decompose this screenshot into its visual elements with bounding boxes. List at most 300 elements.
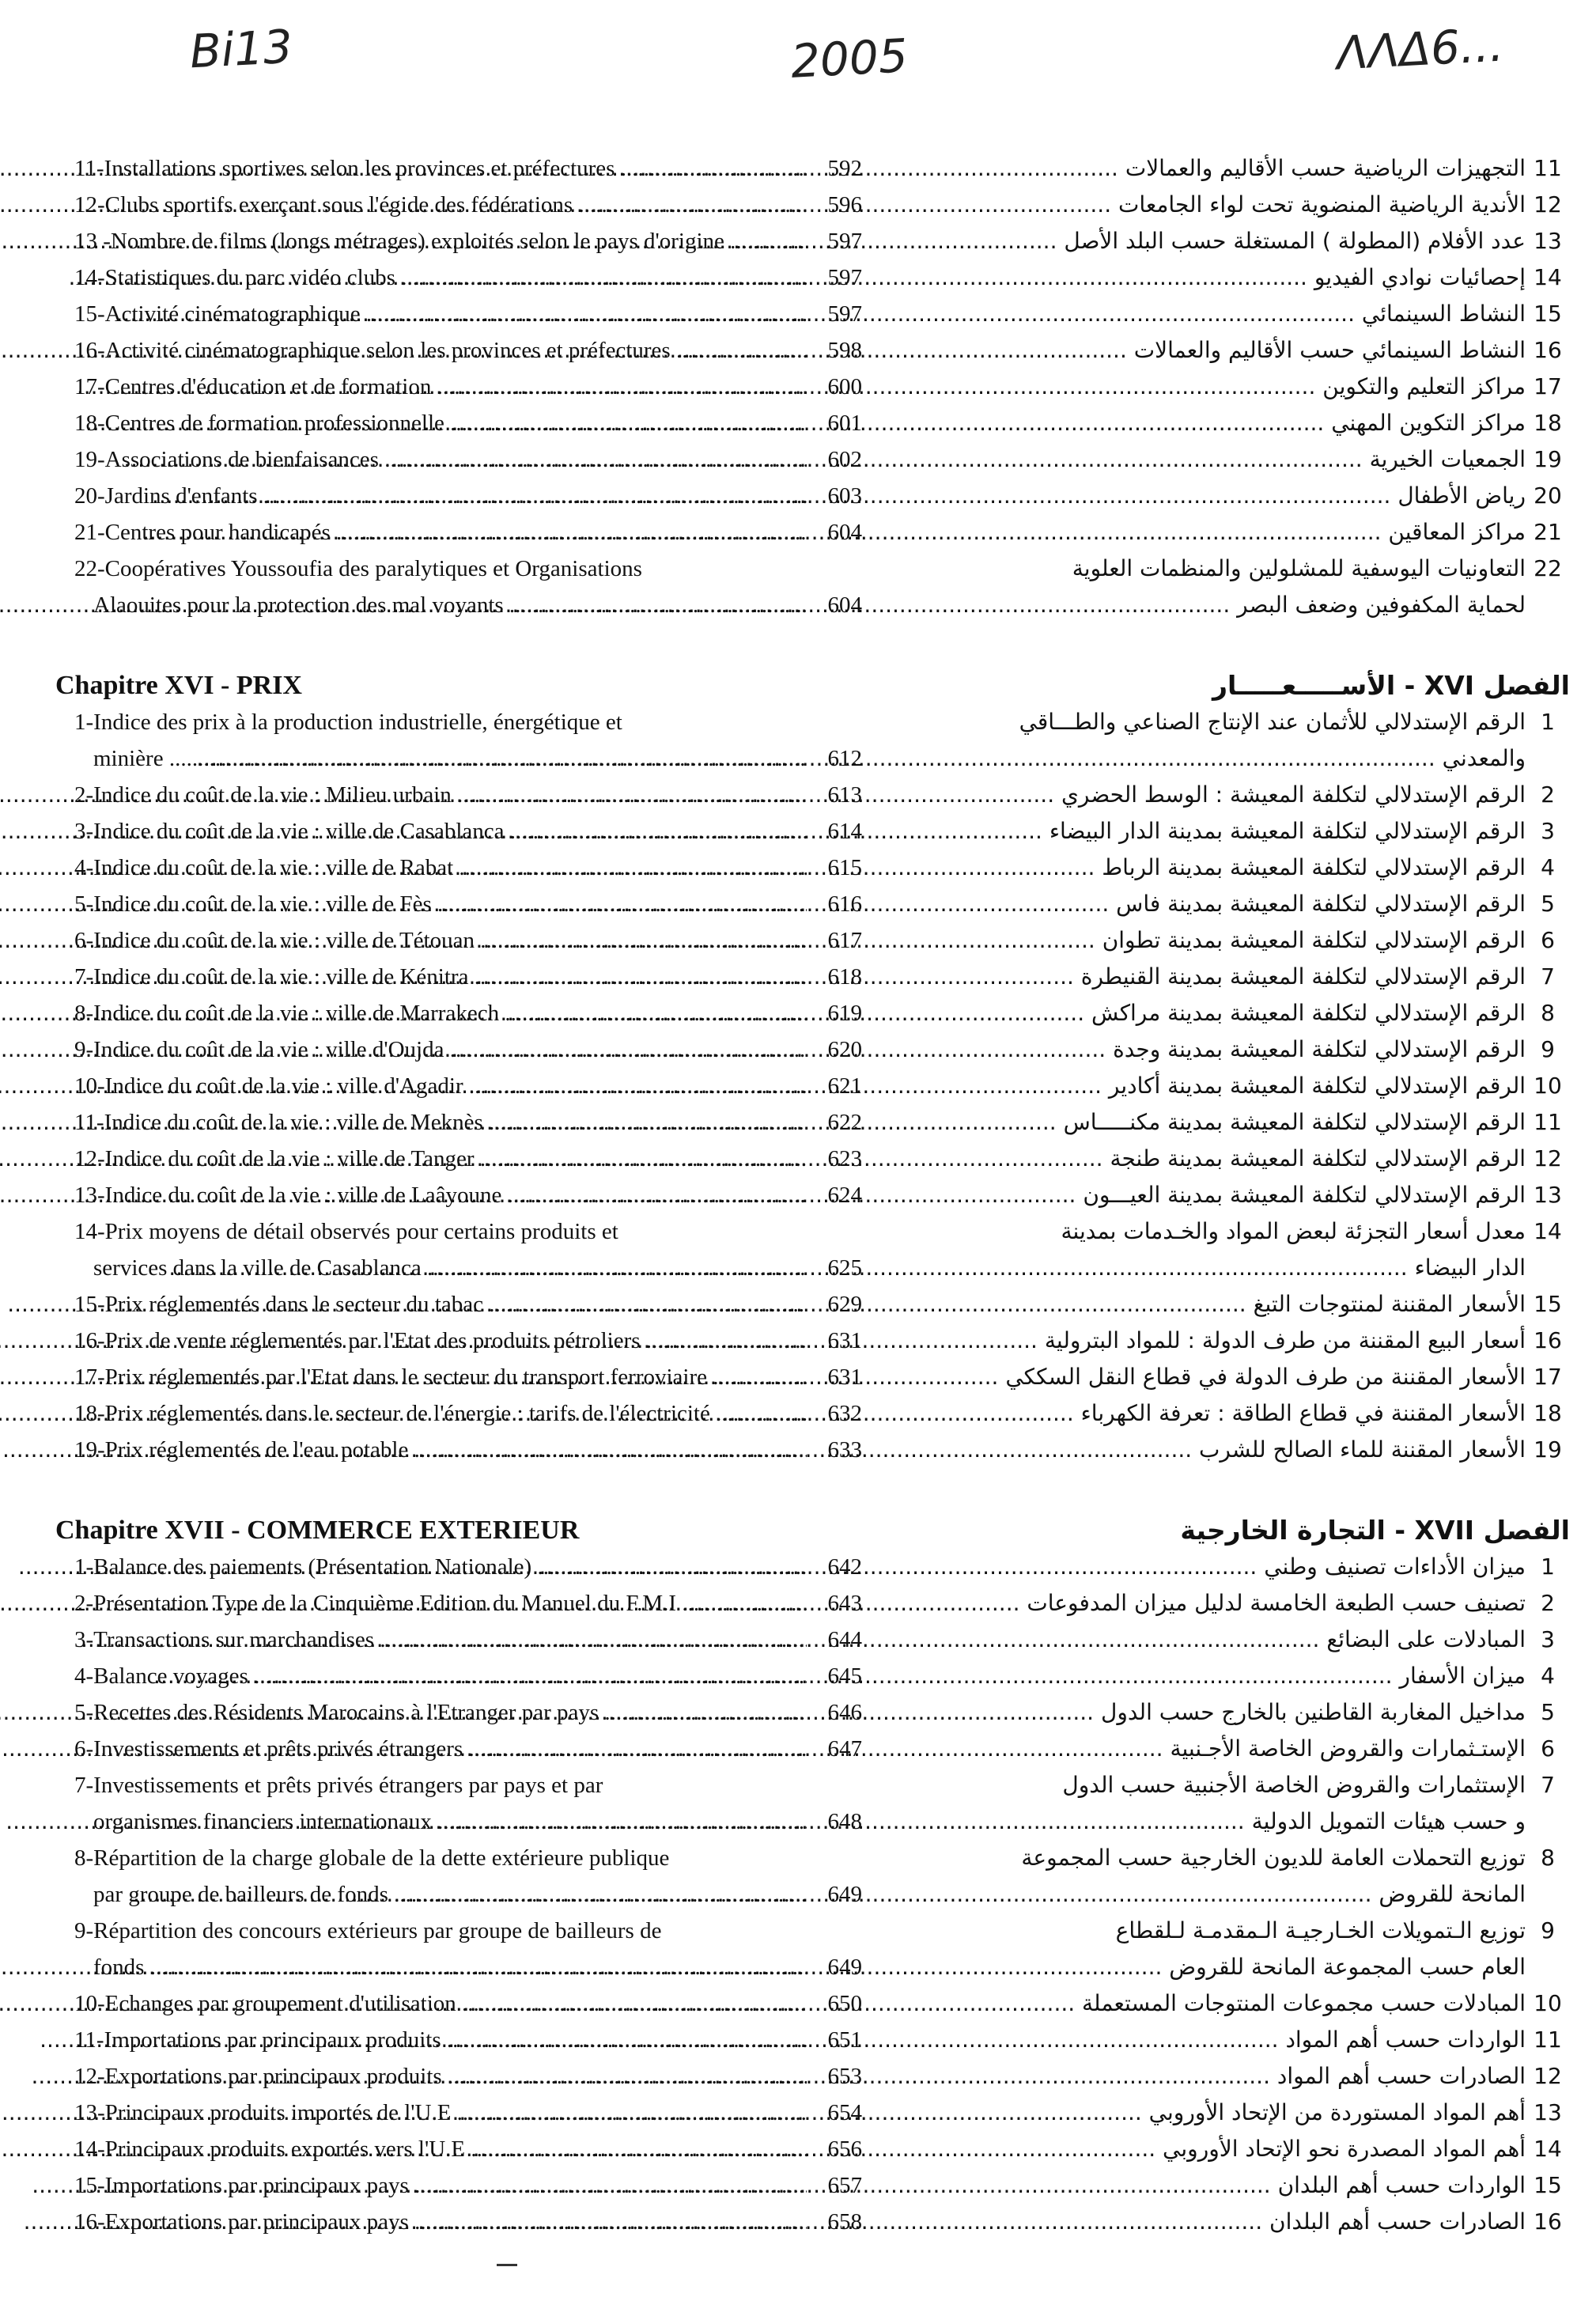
toc-entry-ar: [890, 1658, 1570, 1694]
toc-entry-number-ar: 2: [1541, 1590, 1555, 1616]
toc-entry-title: 2-Indice du coût de la vie : Milieu urbain .....: [74, 777, 807, 813]
toc-entry-number-ar: 4: [1541, 1663, 1555, 1689]
toc-entry-body-ar: [0, 1323, 1526, 1359]
toc-entry-title: 8-Répartition de la charge globale de la dette extérieure publique: [74, 1845, 670, 1871]
toc-entry-body-ar: [0, 332, 1526, 369]
toc-entry-page: 656: [827, 2136, 862, 2162]
toc-entry-number-ar: 19: [1534, 446, 1562, 472]
toc-entry-number-ar: 6: [1541, 1735, 1555, 1762]
toc-entry-title-ar: الرقم الإستدلالي لتكلفة المعيشة بمدينة الرباط .....: [0, 850, 1526, 886]
toc-entry-title-ar: إحصائيات نوادي الفيديو .....: [68, 259, 1526, 296]
toc-entry-ar: [890, 922, 1570, 959]
toc-entry-ar: [890, 2095, 1570, 2131]
toc-entry-page: 643: [827, 1591, 862, 1616]
toc-entry-number-ar: 10: [1534, 1073, 1562, 1099]
toc-entry-ar: [890, 2058, 1570, 2095]
toc-entry-ar: [890, 1585, 1570, 1622]
toc-entry-title: 4-Balance voyages .....: [74, 1658, 807, 1694]
toc-entry-title-ar: الواردات حسب أهم المواد .....: [40, 2022, 1526, 2058]
toc-entry-body-ar: [0, 150, 1526, 187]
toc-entry-number-ar: 15: [1534, 2172, 1562, 2198]
toc-entry-number-ar: 11: [1534, 2027, 1562, 2053]
chapter-section-ar: [890, 150, 1570, 623]
toc-entry-page: 598: [827, 338, 862, 363]
toc-entry-body-ar: [68, 259, 1526, 296]
toc-entry-ar: [890, 2022, 1570, 2058]
toc-entry-number-ar: 12: [1534, 2063, 1562, 2089]
toc-entry-title: 12-Exportations par principaux produits .....: [74, 2058, 807, 2095]
chapter-title-fr: Chapitre XVI - PRIX: [55, 671, 302, 700]
toc-entry-title-ar: مراكز التعليم والتكوين .....: [77, 369, 1526, 405]
toc-entry-page: 600: [827, 374, 862, 399]
toc-entry-body-ar: [6, 1767, 1526, 1840]
toc-entry-ar: [890, 886, 1570, 922]
toc-entry-body-ar: [18, 1549, 1526, 1585]
toc-entry-body-ar: [196, 704, 1526, 777]
toc-entry-number-ar: 7: [1541, 963, 1555, 990]
toc-entry-number-ar: 17: [1534, 1364, 1562, 1390]
toc-entry-number-ar: 13: [1534, 228, 1562, 254]
toc-entry-title: 10-Indice du coût de la vie : ville d'Agadir .....: [74, 1068, 807, 1104]
toc-entry-title: 12-Indice du coût de la vie : ville de Tanger .....: [74, 1141, 807, 1177]
toc-entry-number-ar: 18: [1534, 1400, 1562, 1426]
toc-entry-title-ar: مداخيل المغاربة القاطنين بالخارج حسب الدول .....: [0, 1694, 1526, 1731]
toc-entry-body-ar: [0, 1731, 1526, 1767]
toc-entry-title-ar: الرقم الإستدلالي لتكلفة المعيشة بمدينة طنجة .....: [0, 1141, 1526, 1177]
toc-entry-ar: [890, 2204, 1570, 2240]
toc-entry-title-ar: الرقم الإستدلالي لتكلفة المعيشة بمدينة تطوان .....: [0, 922, 1526, 959]
toc-entry-number-ar: 4: [1541, 854, 1555, 880]
toc-entry-number-ar: 21: [1534, 519, 1562, 545]
toc-entry-title: 18-Centres de formation professionnelle .....: [74, 405, 807, 441]
toc-entry-number-ar: 9: [1541, 1917, 1555, 1943]
toc-entry-title-ar: الصادرات حسب أهم المواد .....: [32, 2058, 1526, 2095]
toc-entry-body-ar: [32, 2058, 1526, 2095]
toc-entry-ar: [890, 959, 1570, 995]
toc-entry-ar: [890, 1141, 1570, 1177]
toc-entry-page: 617: [827, 928, 862, 953]
toc-entry-title-ar: المانحة للقروض .....: [133, 1876, 1526, 1913]
toc-entry-ar: [890, 2131, 1570, 2167]
toc-entry-title-ar: المبادلات على البضائع .....: [81, 1622, 1526, 1658]
toc-entry-ar: [890, 1731, 1570, 1767]
toc-entry-body-ar: [0, 551, 1526, 623]
toc-entry-title-ar: التجهيزات الرياضية حسب الأقاليم والعمالات .....: [0, 150, 1526, 187]
toc-entry-title-ar: عدد الأفلام (المطولة ) المستغلة حسب البلد الأصل .....: [0, 223, 1526, 259]
toc-entry-body-ar: [77, 369, 1526, 405]
toc-entry-title: 16-Prix de vente réglementés par l'Etat des produits pétroliers .....: [74, 1323, 807, 1359]
toc-entry-ar: [890, 1286, 1570, 1323]
toc-entry-page: 648: [827, 1809, 862, 1834]
toc-entry-body-ar: [0, 1359, 1526, 1395]
toc-entry-ar: [890, 1104, 1570, 1141]
toc-entry-number-ar: 7: [1541, 1772, 1555, 1798]
toc-entry-number-ar: 16: [1534, 1327, 1562, 1353]
toc-entry-number-ar: 14: [1534, 1218, 1562, 1244]
toc-entry-body-ar: [0, 1177, 1526, 1213]
toc-entry-ar: [890, 369, 1570, 405]
toc-entry-number-ar: 18: [1534, 410, 1562, 436]
toc-entry-title: 14-Statistiques du parc vidéo clubs .....: [74, 259, 807, 296]
toc-entry-body-ar: [0, 922, 1526, 959]
toc-entry-title: 7-Indice du coût de la vie : ville de Kénitra .....: [74, 959, 807, 995]
toc-entry-body-ar: [152, 478, 1526, 514]
toc-entry-number-ar: 5: [1541, 1699, 1555, 1725]
toc-entry-title-ar: تصنيف حسب الطبعة الخامسة لدليل ميزان المدفوعات .....: [0, 1585, 1526, 1622]
toc-entry-title: 19-Prix réglementés de l'eau potable .....: [74, 1432, 807, 1468]
toc-entry-title-ar: رياض الأطفال .....: [152, 478, 1526, 514]
toc-entry-title-ar: الإستثمارات والقروض الخاصة الأجنبية حسب الدول: [1062, 1772, 1526, 1798]
toc-entry-title: 7-Investissements et prêts privés étrangers par pays et par: [74, 1773, 603, 1798]
toc-entry-page: 647: [827, 1736, 862, 1762]
toc-entry-ar: [890, 332, 1570, 369]
toc-entry-ar: [890, 1694, 1570, 1731]
toc-entry-ar: [890, 1549, 1570, 1585]
toc-entry-title-ar: الأسعار المقننة لمنتوجات التبغ .....: [7, 1286, 1526, 1323]
toc-entry-title-ar: الدار البيضاء .....: [168, 1250, 1526, 1286]
toc-entry-title-ar: الأندية الرياضية المنضوية تحت لواء الجامعات .....: [0, 187, 1526, 223]
toc-entry-page: 644: [827, 1627, 862, 1652]
toc-entry-number-ar: 14: [1534, 264, 1562, 290]
toc-entry-page: 649: [827, 1882, 862, 1907]
toc-entry-title: 16-Activité cinématographique selon les provinces et préfectures .....: [74, 332, 807, 369]
toc-entry-title: 8-Indice du coût de la vie : ville de Marrakech .....: [74, 995, 807, 1031]
toc-entry-title-cont: services dans la ville de Casablanca .....: [93, 1250, 807, 1286]
toc-entry-number-ar: 12: [1534, 191, 1562, 218]
toc-entry-title: 1-Balance des paiements (Présentation Nationale) .....: [74, 1549, 807, 1585]
toc-entry-ar: [890, 296, 1570, 332]
toc-entry-number-ar: 3: [1541, 818, 1555, 844]
toc-entry-title: 11-Indice du coût de la vie : ville de Meknès .....: [74, 1104, 807, 1141]
handwritten-note-right: ΛΛΔ6...: [1335, 17, 1505, 81]
toc-entry-title: 15-Importations par principaux pays .....: [74, 2167, 807, 2204]
toc-entry-title-ar: الرقم الإستدلالي لتكلفة المعيشة بمدينة وجدة .....: [0, 1031, 1526, 1068]
toc-entry-page: 614: [827, 819, 862, 844]
toc-entry-page: 622: [827, 1110, 862, 1135]
toc-entry-page: 616: [827, 891, 862, 917]
handwritten-note-center: 2005: [789, 28, 910, 89]
toc-entry-title-cont: minière .....: [93, 740, 807, 777]
toc-entry-ar: [890, 1359, 1570, 1395]
toc-entry-title-ar: الأسعار المقننة للماء الصالح للشرب .....: [0, 1432, 1526, 1468]
toc-entry-number-ar: 19: [1534, 1436, 1562, 1463]
toc-entry-body-ar: [24, 2204, 1526, 2240]
toc-entry-ar: [890, 1622, 1570, 1658]
toc-entry-number-ar: 13: [1534, 2099, 1562, 2125]
toc-entry-page: 654: [827, 2100, 862, 2125]
toc-entry-title: 15-Activité cinématographique .....: [74, 296, 807, 332]
toc-entry-ar: [890, 995, 1570, 1031]
toc-entry-title-ar: و حسب هيئات التمويل الدولية .....: [6, 1803, 1526, 1840]
arabic-table-of-contents: [890, 150, 1570, 2284]
toc-entry-page: 604: [827, 520, 862, 545]
toc-entry-title: 15-Prix réglementés dans le secteur du tabac .....: [74, 1286, 807, 1323]
toc-entry-body-ar: [0, 1104, 1526, 1141]
toc-entry-page: 612: [827, 746, 862, 771]
toc-entry-title-ar: التعاونيات اليوسفية للمشلولين والمنظمات العلوية: [1072, 555, 1526, 581]
chapter-title-ar: الفصل XVII - التجارة الخارجية: [1180, 1515, 1570, 1546]
toc-entry-title-ar: الرقم الإستدلالي لتكلفة المعيشة بمدينة العيـــون .....: [0, 1177, 1526, 1213]
toc-entry-number-ar: 13: [1534, 1182, 1562, 1208]
toc-entry-number-ar: 14: [1534, 2136, 1562, 2162]
toc-entry-ar: [890, 441, 1570, 478]
toc-entry-body-ar: [0, 1068, 1526, 1104]
toc-entry-page: 625: [827, 1255, 862, 1281]
toc-entry-ar: [890, 813, 1570, 850]
toc-entry-body-ar: [133, 1840, 1526, 1913]
toc-entry-ar: [890, 551, 1570, 623]
toc-entry-page: 629: [827, 1292, 862, 1317]
toc-entry-page: 604: [827, 592, 862, 618]
toc-entry-body-ar: [32, 2167, 1526, 2204]
toc-entry-title-ar: العام حسب المجموعة المانحة للقروض .....: [0, 1949, 1526, 1985]
toc-entry-body-ar: [0, 1141, 1526, 1177]
toc-entry-page: 631: [827, 1364, 862, 1390]
toc-entry-page: 653: [827, 2064, 862, 2089]
toc-entry-body-ar: [0, 813, 1526, 850]
toc-entry-page: 631: [827, 1328, 862, 1353]
toc-entry-number-ar: 15: [1534, 301, 1562, 327]
toc-entry-title: 13 -Nombre de films (longs métrages) exploités selon le pays d'origine .....: [74, 223, 807, 259]
toc-entry-body-ar: [40, 2022, 1526, 2058]
toc-entry-ar: [890, 187, 1570, 223]
toc-entry-number-ar: 11: [1534, 155, 1562, 181]
toc-entry-title-ar: الواردات حسب أهم البلدان .....: [32, 2167, 1526, 2204]
toc-entry-title-ar: مراكز المعاقين .....: [142, 514, 1526, 551]
toc-entry-page: 596: [827, 192, 862, 218]
toc-entry-body-ar: [0, 850, 1526, 886]
toc-entry-title: 6-Indice du coût de la vie : ville de Tétouan .....: [74, 922, 807, 959]
toc-entry-page: 642: [827, 1554, 862, 1580]
toc-entry-body-ar: [123, 441, 1526, 478]
toc-entry-ar: [890, 405, 1570, 441]
toc-entry-title-ar: أهم المواد المصدرة نحو الإتحاد الأوروبي .....: [0, 2131, 1526, 2167]
toc-entry-title: 21-Centres pour handicapés .....: [74, 514, 807, 551]
toc-entry-title: 17-Centres d'éducation et de formation .....: [74, 369, 807, 405]
toc-entry-ar: [890, 150, 1570, 187]
bottom-mark: [497, 2264, 517, 2266]
toc-entry-title-ar: الرقم الإستدلالي لتكلفة المعيشة : الوسط الحضري .....: [0, 777, 1526, 813]
toc-entry-body-ar: [142, 514, 1526, 551]
toc-entry-title-ar: ميزان الأسفار .....: [153, 1658, 1526, 1694]
toc-entry-title-cont: organismes financiers internationaux .....: [93, 1803, 807, 1840]
toc-entry-title-ar: توزيع الـتمويلات الخـارجيـة الـمقدمـة لـلقطاع: [1115, 1917, 1526, 1943]
toc-entry-body-ar: [0, 777, 1526, 813]
toc-entry-body-ar: [0, 1913, 1526, 1985]
toc-entry-title: 18-Prix réglementés dans le secteur de l'énergie : tarifs de l'électricité .....: [74, 1395, 807, 1432]
toc-entry-page: 597: [827, 265, 862, 290]
toc-entry-title: 20-Jardins d'enfants .....: [74, 478, 807, 514]
toc-entry-number-ar: 5: [1541, 891, 1555, 917]
toc-entry-title-cont: Alaouites pour la protection des mal voyants .....: [93, 587, 807, 623]
toc-entry-title: 22-Coopératives Youssoufia des paralytiques et Organisations: [74, 556, 642, 581]
toc-entry-title-ar: معدل أسعار التجزئة لبعض المواد والخـدمات بمدينة: [1061, 1218, 1526, 1244]
toc-entry-body-ar: [0, 1985, 1526, 2022]
toc-entry-title: 2-Présentation Type de la Cinquième Edition du Manuel du F.M.I .....: [74, 1585, 807, 1622]
toc-entry-ar: [890, 777, 1570, 813]
toc-entry-number-ar: 3: [1541, 1626, 1555, 1652]
toc-entry-body-ar: [0, 995, 1526, 1031]
toc-entry-ar: [890, 1068, 1570, 1104]
toc-entry-number-ar: 12: [1534, 1145, 1562, 1171]
toc-entry-title: 3-Transactions sur marchandises .....: [74, 1622, 807, 1658]
toc-entry-title: 12-Clubs sportifs exerçant sous l'égide des fédérations .....: [74, 187, 807, 223]
toc-entry-page: 646: [827, 1700, 862, 1725]
toc-entry-ar: [890, 704, 1570, 777]
toc-entry-ar: [890, 1840, 1570, 1913]
toc-entry-title-ar: الأسعار المقننة في قطاع الطاقة : تعرفة الكهرباء .....: [0, 1395, 1526, 1432]
toc-entry-title-ar: الرقم الإستدلالي لتكلفة المعيشة بمدينة القنيطرة .....: [0, 959, 1526, 995]
toc-entry-title-ar: أهم المواد المستوردة من الإتحاد الأوروبي .....: [0, 2095, 1526, 2131]
toc-entry-title-ar: الصادرات حسب أهم البلدان .....: [24, 2204, 1526, 2240]
toc-entry-page: 621: [827, 1073, 862, 1099]
toc-entry-number-ar: 1: [1541, 709, 1555, 735]
toc-entry-number-ar: 2: [1541, 782, 1555, 808]
toc-entry-number-ar: 8: [1541, 1000, 1555, 1026]
toc-entry-number-ar: 1: [1541, 1554, 1555, 1580]
toc-entry-page: 658: [827, 2209, 862, 2235]
toc-entry-title-ar: الرقم الإستدلالي لتكلفة المعيشة بمدينة الدار البيضاء .....: [0, 813, 1526, 850]
toc-entry-page: 650: [827, 1991, 862, 2016]
toc-entry-body-ar: [0, 223, 1526, 259]
toc-entry-number-ar: 9: [1541, 1036, 1555, 1062]
toc-entry-ar: [890, 1213, 1570, 1286]
toc-entry-page: 602: [827, 447, 862, 472]
toc-entry-page: 597: [827, 301, 862, 327]
toc-entry-page: 649: [827, 1955, 862, 1980]
toc-entry-title-ar: لحماية المكفوفين وضعف البصر .....: [0, 587, 1526, 623]
toc-entry-ar: [890, 1432, 1570, 1468]
toc-entry-number-ar: 16: [1534, 337, 1562, 363]
toc-entry-title: 13-Indice du coût de la vie : ville de Laâyoune .....: [74, 1177, 807, 1213]
toc-entry-ar: [890, 1395, 1570, 1432]
toc-entry-body-ar: [168, 1213, 1526, 1286]
toc-entry-page: 615: [827, 855, 862, 880]
toc-entry-page: 632: [827, 1401, 862, 1426]
toc-entry-title-ar: الجمعيات الخيرية .....: [123, 441, 1526, 478]
chapter-title-ar: الفصل XVI - الأســـــعـــــار: [1212, 670, 1570, 701]
toc-entry-title-ar: مراكز التكوين المهني .....: [85, 405, 1526, 441]
toc-entry-title-ar: الإستـثمارات والقروض الخاصة الأجـنبية .....: [0, 1731, 1526, 1767]
toc-entry-body-ar: [0, 2131, 1526, 2167]
toc-entry-page: 619: [827, 1001, 862, 1026]
toc-entry-page: 592: [827, 156, 862, 181]
toc-entry-ar: [890, 1985, 1570, 2022]
toc-entry-ar: [890, 514, 1570, 551]
toc-entry-number-ar: 17: [1534, 373, 1562, 399]
toc-entry-title-ar: والمعدني .....: [196, 740, 1526, 777]
toc-entry-page: 624: [827, 1183, 862, 1208]
toc-entry-ar: [890, 2167, 1570, 2204]
toc-entry-number-ar: 16: [1534, 2208, 1562, 2235]
toc-entry-number-ar: 10: [1534, 1990, 1562, 2016]
toc-entry-title: 13-Principaux produits importés de l'U.E .....: [74, 2095, 807, 2131]
toc-entry-title-ar: النشاط السينمائي حسب الأقاليم والعمالات .....: [0, 332, 1526, 369]
toc-entry-title: 10-Echanges par groupement d'utilisation .....: [74, 1985, 807, 2022]
toc-entry-body-ar: [0, 1031, 1526, 1068]
toc-entry-title-ar: الرقم الإستدلالي للأثمان عند الإنتاج الصناعي والطـــاقي: [1019, 709, 1526, 735]
toc-entry-title: 5-Recettes des Résidents Marocains à l'Etranger par pays .....: [74, 1694, 807, 1731]
toc-entry-ar: [890, 1323, 1570, 1359]
toc-entry-title-ar: ميزان الأداءات تصنيف وطني .....: [18, 1549, 1526, 1585]
toc-entry-title: 4-Indice du coût de la vie : ville de Rabat .....: [74, 850, 807, 886]
toc-entry-page: 633: [827, 1437, 862, 1463]
handwritten-note-left: Bi13: [188, 19, 294, 79]
toc-entry-title: 5-Indice du coût de la vie : ville de Fès .....: [74, 886, 807, 922]
toc-entry-title: 19-Associations de bienfaisances .....: [74, 441, 807, 478]
toc-entry-page: 651: [827, 2027, 862, 2053]
chapter-section-ar: [890, 1512, 1570, 2240]
toc-entry-title: 16-Exportations par principaux pays .....: [74, 2204, 807, 2240]
toc-entry-ar: [890, 1031, 1570, 1068]
toc-entry-number-ar: 20: [1534, 483, 1562, 509]
toc-entry-page: 601: [827, 411, 862, 436]
toc-entry-title-ar: الرقم الإستدلالي لتكلفة المعيشة بمدينة مكنـــــاس .....: [0, 1104, 1526, 1141]
toc-entry-title-ar: الأسعار المقننة من طرف الدولة في قطاع النقل السككي .....: [0, 1359, 1526, 1395]
toc-entry-number-ar: 11: [1534, 1109, 1562, 1135]
toc-entry-ar: [890, 1177, 1570, 1213]
toc-entry-body-ar: [0, 2095, 1526, 2131]
toc-entry-title-ar: الرقم الإستدلالي لتكلفة المعيشة بمدينة مراكش .....: [0, 995, 1526, 1031]
toc-entry-ar: [890, 1767, 1570, 1840]
toc-entry-page: 603: [827, 483, 862, 509]
toc-entry-title: 11-Installations sportives selon les provinces et préfectures .....: [74, 150, 807, 187]
toc-entry-title: 14-Principaux produits exportés vers l'U.E .....: [74, 2131, 807, 2167]
toc-entry-body-ar: [153, 1658, 1526, 1694]
toc-entry-title: 6-Investissements et prêts privés étrangers .....: [74, 1731, 807, 1767]
toc-entry-title: 3-Indice du coût de la vie : ville de Casablanca .....: [74, 813, 807, 850]
toc-entry-body-ar: [0, 1585, 1526, 1622]
toc-entry-title: 14-Prix moyens de détail observés pour certains produits et: [74, 1219, 618, 1244]
toc-entry-number-ar: 8: [1541, 1845, 1555, 1871]
toc-entry-title-ar: المبادلات حسب مجموعات المنتوجات المستعملة .....: [0, 1985, 1526, 2022]
toc-entry-title-cont: fonds .....: [93, 1949, 807, 1985]
toc-entry-title-ar: الرقم الإستدلالي لتكلفة المعيشة بمدينة فاس .....: [0, 886, 1526, 922]
toc-entry-number-ar: 6: [1541, 927, 1555, 953]
toc-entry-ar: [890, 478, 1570, 514]
toc-entry-body-ar: [0, 187, 1526, 223]
toc-entry-page: 645: [827, 1663, 862, 1689]
toc-entry-ar: [890, 1913, 1570, 1985]
toc-entry-body-ar: [0, 1694, 1526, 1731]
toc-entry-ar: [890, 850, 1570, 886]
toc-entry-page: 613: [827, 782, 862, 808]
toc-entry-title-ar: الرقم الإستدلالي لتكلفة المعيشة بمدينة أكادير .....: [0, 1068, 1526, 1104]
toc-entry-page: 623: [827, 1146, 862, 1171]
toc-entry-title: 9-Indice du coût de la vie : ville d'Oujda .....: [74, 1031, 807, 1068]
toc-entry-body-ar: [81, 1622, 1526, 1658]
toc-entry-title-ar: أسعار البيع المقننة من طرف الدولة : للمواد البترولية .....: [0, 1323, 1526, 1359]
toc-entry-title: 9-Répartition des concours extérieurs par groupe de bailleurs de: [74, 1918, 662, 1943]
toc-entry-page: 618: [827, 964, 862, 990]
toc-entry-ar: [890, 223, 1570, 259]
toc-entry-body-ar: [7, 1286, 1526, 1323]
toc-entry-page: 657: [827, 2173, 862, 2198]
toc-entry-body-ar: [85, 405, 1526, 441]
toc-entry-number-ar: 15: [1534, 1291, 1562, 1317]
toc-entry-title: 11-Importations par principaux produits .....: [74, 2022, 807, 2058]
toc-entry-body-ar: [0, 1395, 1526, 1432]
toc-entry-body-ar: [0, 1432, 1526, 1468]
toc-entry-title-ar: النشاط السينمائي .....: [116, 296, 1526, 332]
chapter-section-ar: [890, 668, 1570, 1468]
toc-entry-body-ar: [0, 886, 1526, 922]
toc-entry-page: 597: [827, 229, 862, 254]
chapter-title-fr: Chapitre XVII - COMMERCE EXTERIEUR: [55, 1516, 580, 1545]
toc-entry-title: 1-Indice des prix à la production industrielle, énergétique et: [74, 710, 622, 735]
toc-entry-title-ar: توزيع التحملات العامة للديون الخارجية حسب المجموعة: [1021, 1845, 1526, 1871]
toc-entry-title-cont: par groupe de bailleurs de fonds .....: [93, 1876, 807, 1913]
